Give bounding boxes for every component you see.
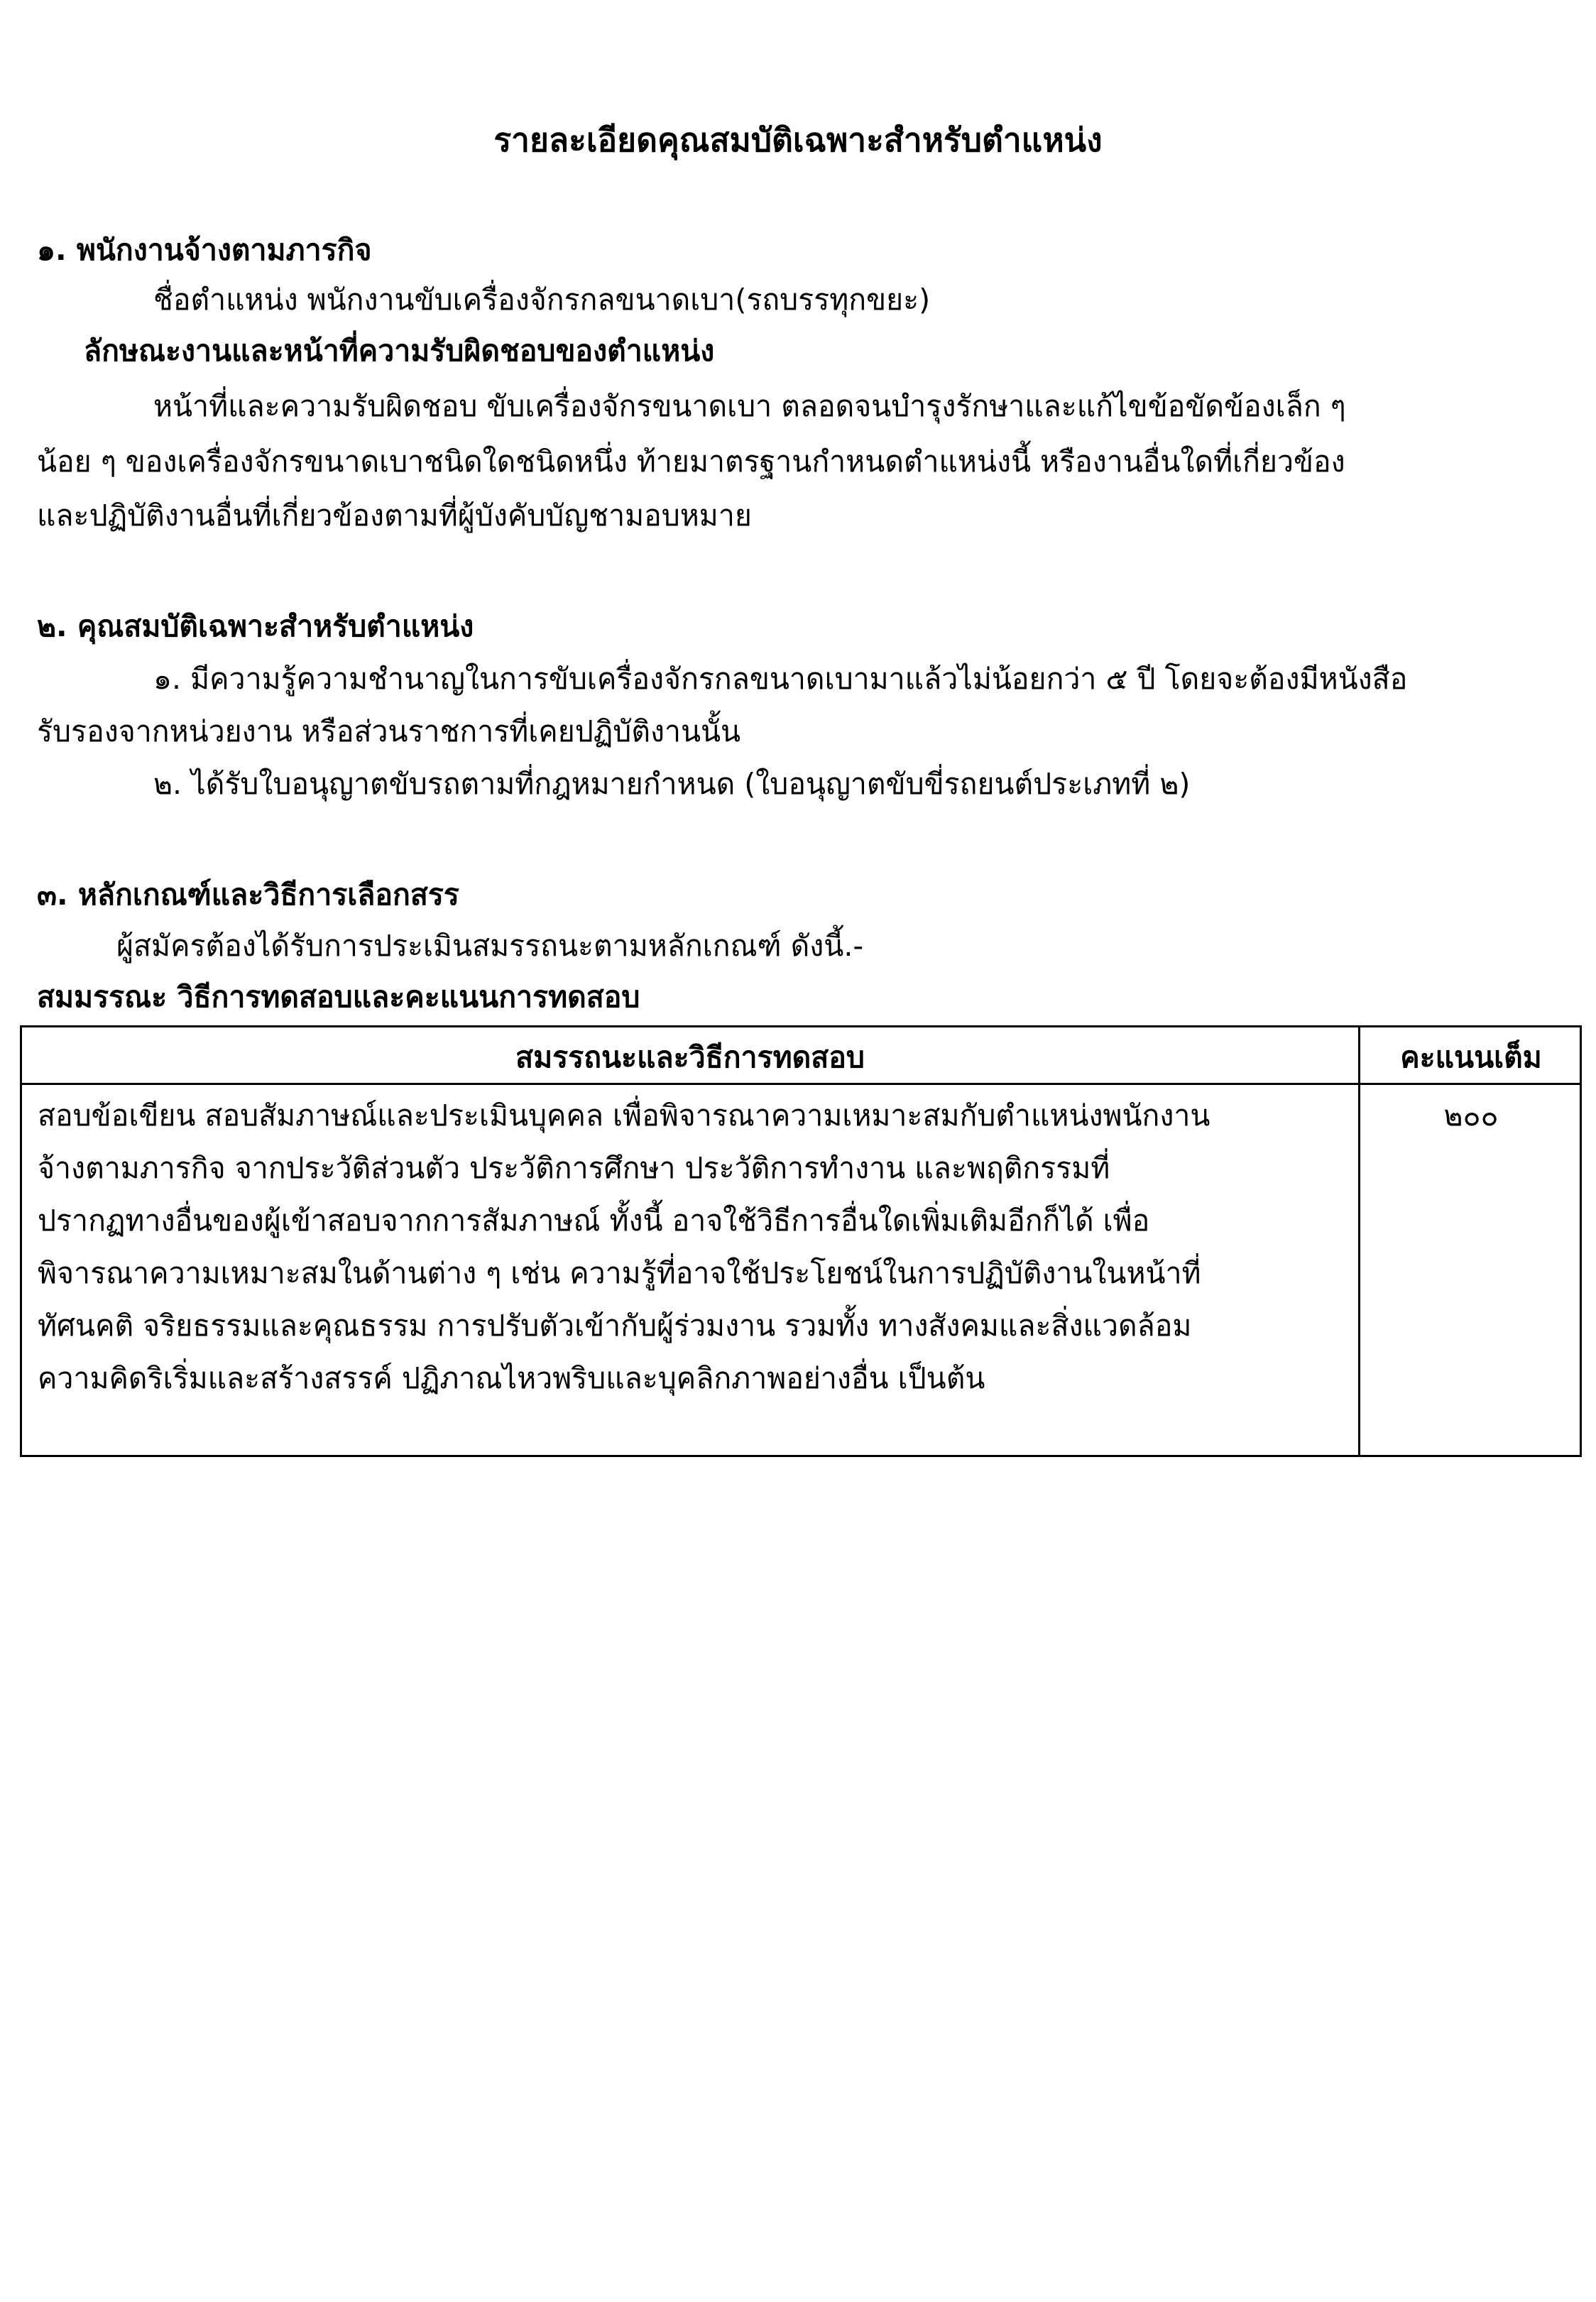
qualification-line: ๑. มีความรู้ความชำนาญในการขับเครื่องจักรกลขนาดเบามาแล้วไม่น้อยกว่า ๕ ปี โดยจะต้องมีหนังสือ [153, 662, 1408, 696]
selection-intro: ผู้สมัครต้องได้รับการประเมินสมรรถนะตามหลักเกณฑ์ ดังนี้.- [116, 929, 864, 963]
competency-table [20, 1025, 1582, 1457]
section2-heading: ๒. คุณสมบัติเฉพาะสำหรับตำแหน่ง [37, 609, 474, 643]
table-text-line: ความคิดริเริ่มและสร้างสรรค์ ปฏิภาณไหวพริบและบุคลิกภาพอย่างอื่น เป็นต้น [38, 1361, 985, 1395]
page-title: รายละเอียดคุณสมบัติเฉพาะสำหรับตำแหน่ง [493, 121, 1103, 159]
duties-line: และปฏิบัติงานอื่นที่เกี่ยวข้องตามที่ผู้บังคับบัญชามอบหมาย [37, 498, 752, 533]
duties-heading: ลักษณะงานและหน้าที่ความรับผิดชอบของตำแหน่ง [84, 334, 715, 368]
table-text-line: ปรากฏทางอื่นของผู้เข้าสอบจากการสัมภาษณ์ ทั้งนี้ อาจใช้วิธีการอื่นใดเพิ่มเติมอีกก็ได้ เพื่อ [38, 1204, 1150, 1238]
table-header-divider [22, 1083, 1580, 1085]
qualification-line: ๒. ได้รับใบอนุญาตขับรถตามที่กฎหมายกำหนด (ใบอนุญาตขับขี่รถยนต์ประเภทที่ ๒) [153, 767, 1191, 801]
full-score-value: ๒๐๐ [1443, 1098, 1499, 1133]
position-name-line: ชื่อตำแหน่ง พนักงานขับเครื่องจักรกลขนาดเบา(รถบรรทุกขยะ) [153, 283, 931, 317]
table-header-full-score: คะแนนเต็ม [1400, 1040, 1542, 1074]
table-header-competency: สมรรถนะและวิธีการทดสอบ [515, 1040, 865, 1074]
table-text-line: จ้างตามภารกิจ จากประวัติส่วนตัว ประวัติการศึกษา ประวัติการทำงาน และพฤติกรรมที่ [38, 1151, 1110, 1185]
duties-line: น้อย ๆ ของเครื่องจักรขนาดเบาชนิดใดชนิดหนึ่ง ท้ายมาตรฐานกำหนดตำแหน่งนี้ หรืองานอื่นใดที่เกี่ยวข้อง [37, 444, 1345, 479]
table-text-line: สอบข้อเขียน สอบสัมภาษณ์และประเมินบุคคล เพื่อพิจารณาความเหมาะสมกับตำแหน่งพนักงาน [38, 1098, 1210, 1133]
table-caption: สมมรรณะ วิธีการทดสอบและคะแนนการทดสอบ [37, 980, 640, 1014]
qualification-line: รับรองจากหน่วยงาน หรือส่วนราชการที่เคยปฏิบัติงานนั้น [37, 714, 741, 748]
duties-line: หน้าที่และความรับผิดชอบ ขับเครื่องจักรขนาดเบา ตลอดจนบำรุงรักษาและแก้ไขข้อขัดข้องเล็ก ๆ [153, 389, 1346, 423]
table-column-divider [1358, 1027, 1360, 1455]
table-text-line: ทัศนคติ จริยธรรมและคุณธรรม การปรับตัวเข้ากับผู้ร่วมงาน รวมทั้ง ทางสังคมและสิ่งแวดล้อม [38, 1309, 1192, 1343]
section1-heading: ๑. พนักงานจ้างตามภารกิจ [37, 233, 372, 267]
table-text-line: พิจารณาความเหมาะสมในด้านต่าง ๆ เช่น ความรู้ที่อาจใช้ประโยชน์ในการปฏิบัติงานในหน้าที่ [38, 1256, 1201, 1290]
section3-heading: ๓. หลักเกณฑ์และวิธีการเลือกสรร [37, 878, 459, 912]
